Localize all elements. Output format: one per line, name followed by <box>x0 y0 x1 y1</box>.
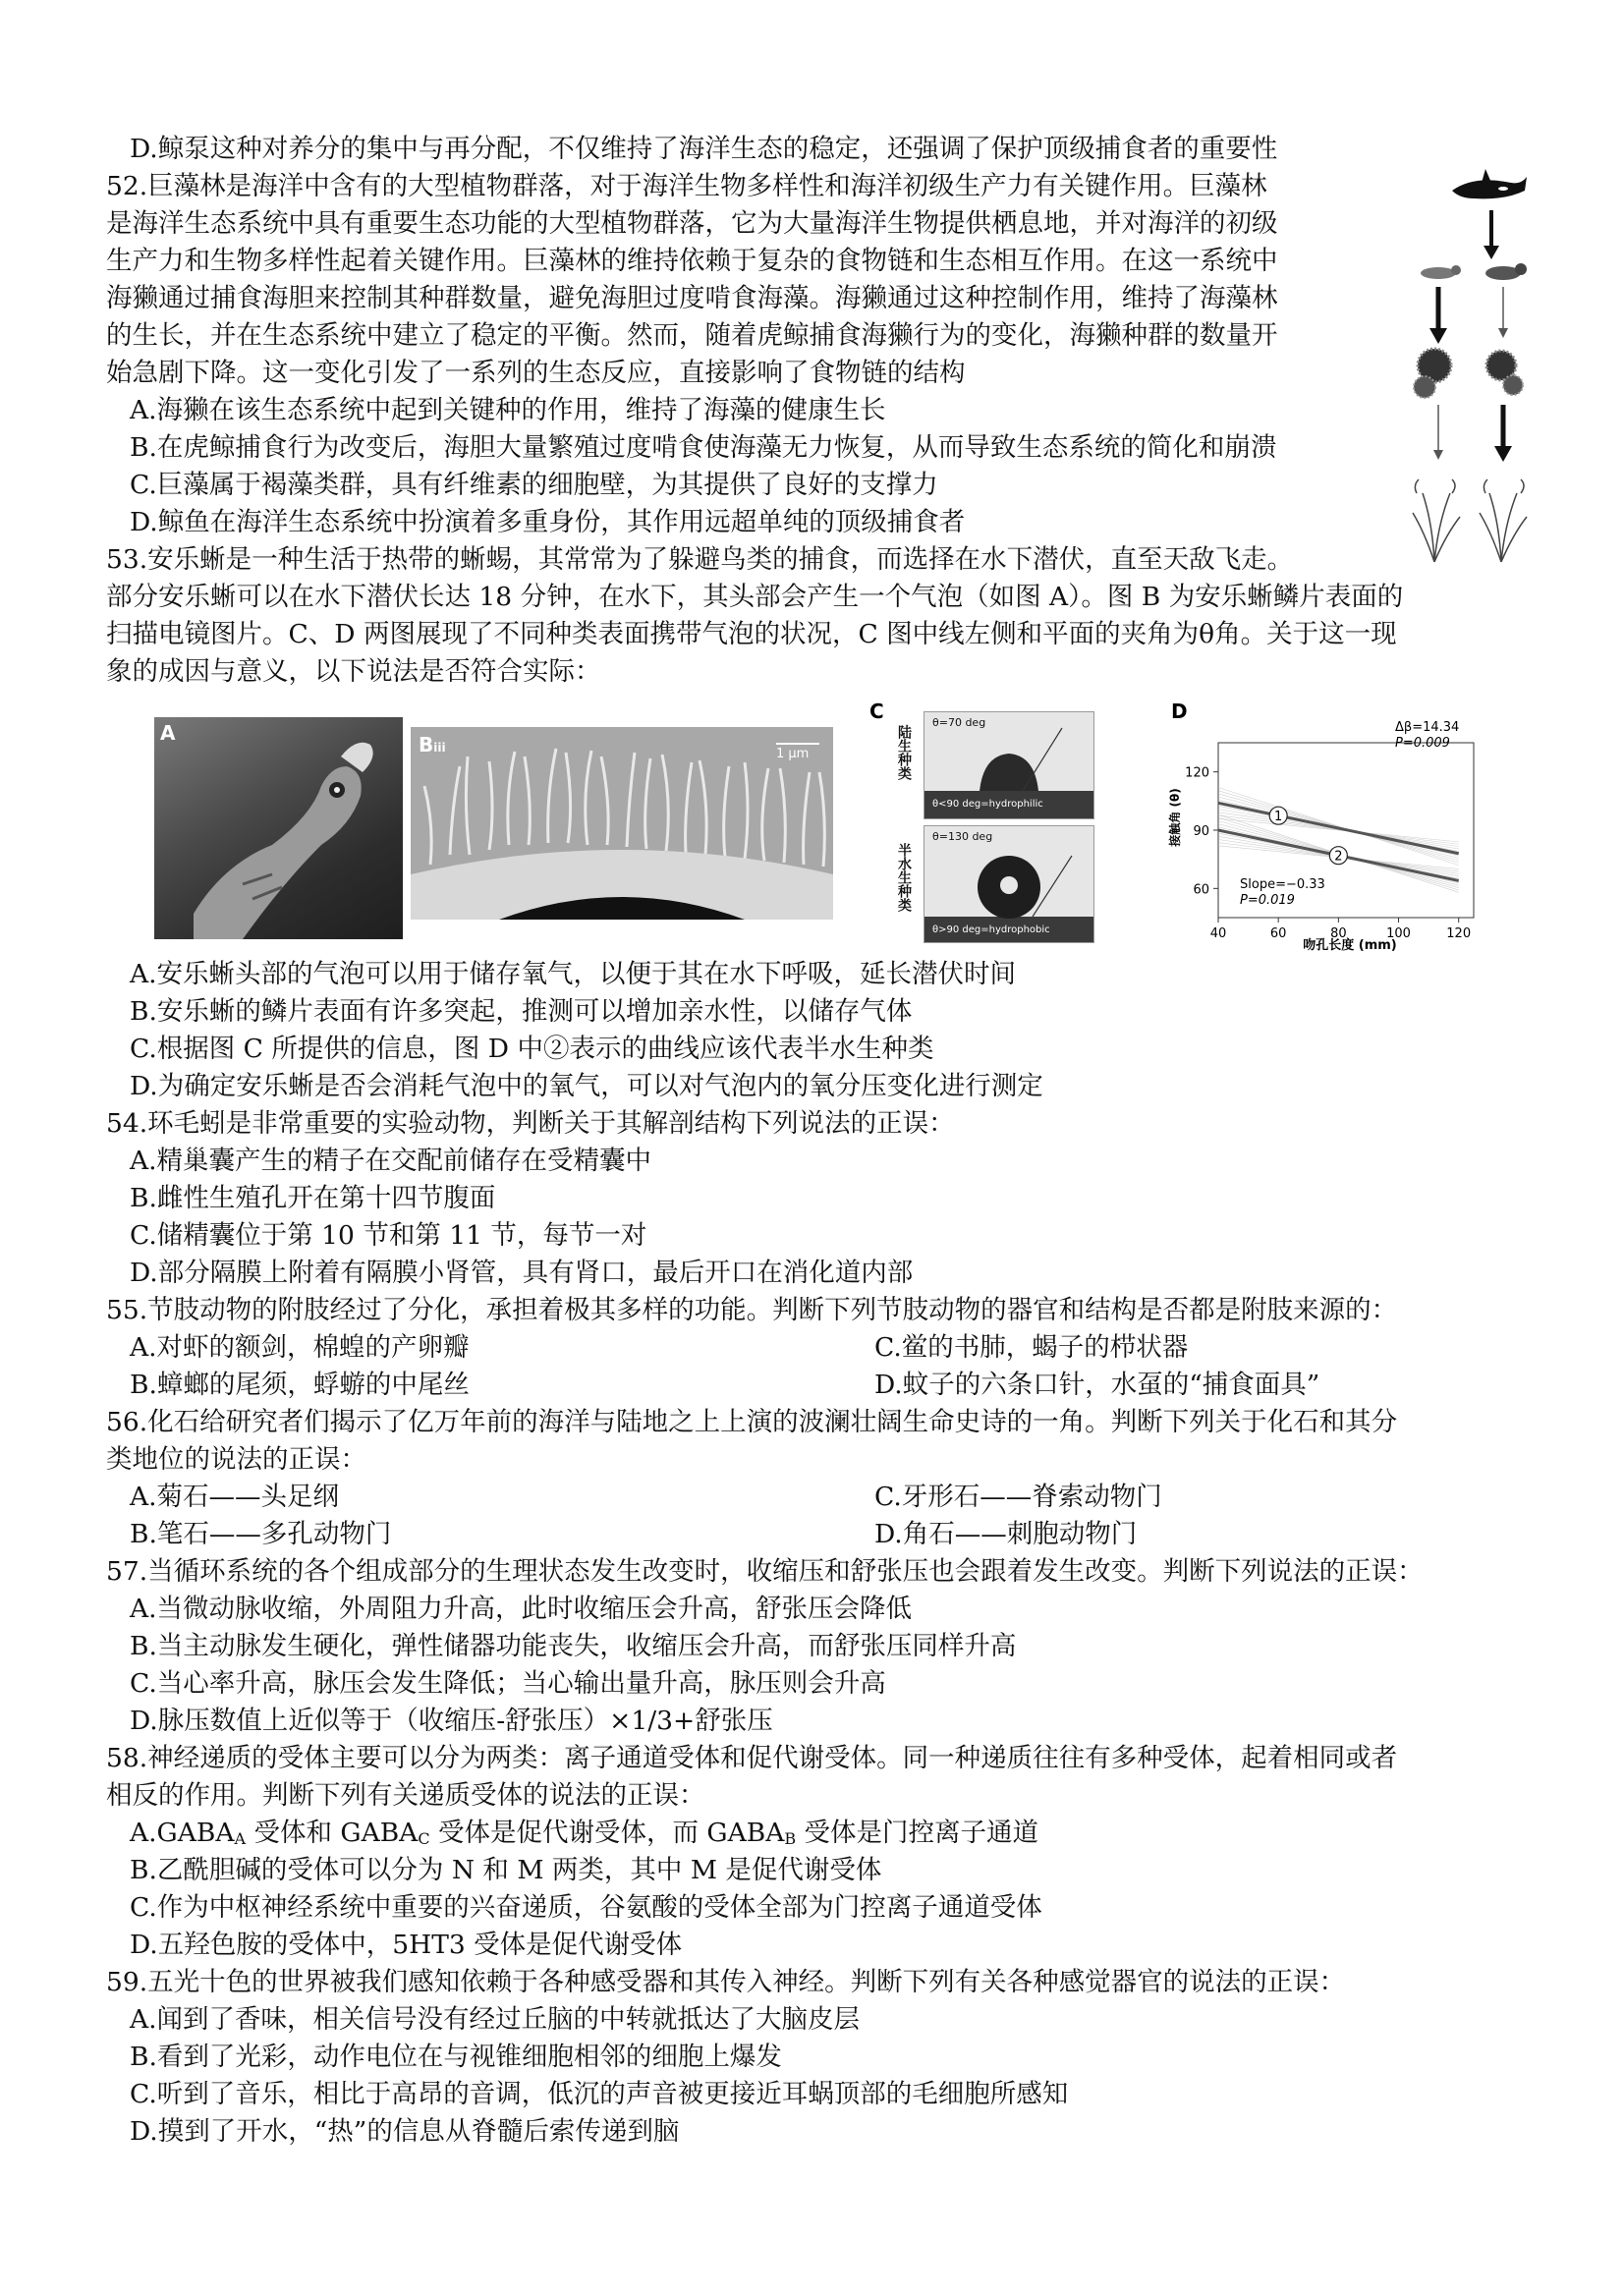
q57-option-d: D.脉压数值上近似等于（收缩压-舒张压）×1/3+舒张压 <box>130 1706 773 1736</box>
q53-option-d: D.为确定安乐蜥是否会消耗气泡中的氧气，可以对气泡内的氧分压变化进行测定 <box>130 1071 1043 1101</box>
q52-option-d: D.鲸鱼在海洋生态系统中扮演着多重身份，其作用远超单纯的顶级捕食者 <box>130 507 966 537</box>
x-tick-label: 120 <box>1446 926 1472 941</box>
chart-y-axis-label: 接触角 (θ) <box>1168 788 1182 847</box>
figure-d-chart <box>1157 700 1491 957</box>
series-label-2: 2 <box>1334 849 1343 865</box>
figure-b-label: Biii <box>419 733 446 756</box>
q52-option-a: A.海獭在该生态系统中起到关键种的作用，维持了海藻的健康生长 <box>130 395 886 425</box>
q54-stem: 54.环毛蚓是非常重要的实验动物，判断关于其解剖结构下列说法的正误： <box>106 1108 955 1139</box>
q57-stem: 57.当循环系统的各个组成部分的生理状态发生改变时，收缩压和舒张压也会跟着发生改变。判断下列说法的正误： <box>106 1556 1424 1587</box>
figure-a-anole-photo <box>154 717 403 939</box>
q52-option-c: C.巨藻属于褐藻类群，具有纤维素的细胞壁，为其提供了良好的支撑力 <box>130 470 938 500</box>
chart-annotation: Slope=−0.33 <box>1240 877 1325 892</box>
q52-stem-line: 始急剧下降。这一变化引发了一系列的生态反应，直接影响了食物链的结构 <box>106 358 966 388</box>
q52-stem-line: 海獭通过捕食海胆来控制其种群数量，避免海胆过度啃食海藻。海獭通过这种控制作用，维持了海藻林 <box>106 283 1278 313</box>
q56-option-c: C.牙形石——脊索动物门 <box>874 1482 1162 1512</box>
x-tick-label: 80 <box>1330 926 1347 941</box>
q53-stem-line: 部分安乐蜥可以在水下潜伏长达 18 分钟，在水下，其头部会产生一个气泡（如图 A）。图 B 为安乐蜥鳞片表面的 <box>106 582 1404 612</box>
q55-option-a: A.对虾的额剑，棉蝗的产卵瓣 <box>130 1332 470 1363</box>
q55-option-b: B.蟑螂的尾须，蜉蝣的中尾丝 <box>130 1370 470 1400</box>
q53-stem-line: 象的成因与意义，以下说法是否符合实际： <box>106 656 601 687</box>
figure-c-bottom-side-label: 半水生种类 <box>896 843 912 912</box>
q56-stem-line: 56.化石给研究者们揭示了亿万年前的海洋与陆地之上上演的波澜壮阔生命史诗的一角。判断下列关于化石和其分 <box>106 1407 1398 1437</box>
q58-option-a: $A.GABA_A$ 受体和 $GABA_C$ 受体是促代谢受体，而 $GABA_B$ 受体是门控离子通道 <box>130 1818 1039 1848</box>
q58-option-c: C.作为中枢神经系统中重要的兴奋递质，谷氨酸的受体全部为门控离子通道受体 <box>130 1892 1042 1923</box>
q58-option-d: D.五羟色胺的受体中，5HT3 受体是促代谢受体 <box>130 1930 683 1960</box>
q53-option-c: C.根据图 C 所提供的信息，图 D 中②表示的曲线应该代表半水生种类 <box>130 1034 934 1064</box>
q59-option-d: D.摸到了开水，“热”的信息从脊髓后索传递到脑 <box>130 2116 680 2147</box>
q57-option-c: C.当心率升高，脉压会发生降低；当心输出量升高，脉压则会升高 <box>130 1668 886 1699</box>
sea-urchin-icon <box>1414 349 1523 398</box>
figure-c-top-angle: θ=70 deg <box>932 716 986 729</box>
figure-b-sem-image <box>411 727 833 920</box>
scale-bar-line <box>776 743 819 745</box>
q55-option-c: C.鲎的书肺，蝎子的栉状器 <box>874 1332 1189 1363</box>
x-tick-label: 40 <box>1209 926 1227 941</box>
q56-option-d: D.角石——刺胞动物门 <box>874 1519 1138 1549</box>
arrow-down-icon <box>1484 210 1499 259</box>
figure-c-bottom-panel <box>924 825 1094 943</box>
figure-c-bottom-note: θ>90 deg=hydrophobic <box>932 924 1050 935</box>
arrow-down-icon <box>1433 405 1512 462</box>
series-label-1: 1 <box>1274 810 1283 825</box>
figure-b-scale-bar: 1 μm <box>776 747 810 761</box>
q56-option-a: A.菊石——头足纲 <box>130 1482 340 1512</box>
q58-option-b: B.乙酰胆碱的受体可以分为 N 和 M 两类，其中 M 是促代谢受体 <box>130 1855 882 1885</box>
q53-stem-line: 扫描电镜图片。C、D 两图展现了不同种类表面携带气泡的状况，C 图中线左侧和平面的夹角为θ角。关于这一现 <box>106 619 1397 649</box>
chart-annotation: Δβ=14.34 <box>1395 720 1460 735</box>
sea-otter-icon <box>1421 263 1527 280</box>
figure-c-label: C <box>869 700 884 723</box>
y-tick-label: 60 <box>1193 882 1209 898</box>
q52-stem-line: 生产力和生物多样性起着关键作用。巨藻林的维持依赖于复杂的食物链和生态相互作用。在这一系统中 <box>106 246 1278 276</box>
q53-stem-line: 53.安乐蜥是一种生活于热带的蜥蜴，其常常为了躲避鸟类的捕食，而选择在水下潜伏，直至天敌飞走。 <box>106 544 1294 575</box>
figure-a-label: A <box>160 721 176 745</box>
q59-option-a: A.闻到了香味，相关信号没有经过丘脑的中转就抵达了大脑皮层 <box>130 2004 861 2035</box>
q56-option-b: B.笔石——多孔动物门 <box>130 1519 392 1549</box>
chart-annotation: P=0.009 <box>1395 736 1450 751</box>
orca-icon <box>1452 169 1527 198</box>
x-tick-label: 100 <box>1386 926 1411 941</box>
q55-option-d: D.蚊子的六条口针，水虿的“捕食面具” <box>874 1370 1320 1400</box>
q51-option-d: D.鲸泵这种对养分的集中与再分配，不仅维持了海洋生态的稳定，还强调了保护顶级捕食者的重要性 <box>130 134 1278 164</box>
q59-option-b: B.看到了光彩，动作电位在与视锥细胞相邻的细胞上爆发 <box>130 2042 782 2072</box>
y-tick-label: 90 <box>1193 824 1209 839</box>
q59-option-c: C.听到了音乐，相比于高昂的音调，低沉的声音被更接近耳蜗顶部的毛细胞所感知 <box>130 2079 1069 2109</box>
q57-option-b: B.当主动脉发生硬化，弹性储器功能丧失，收缩压会升高，而舒张压同样升高 <box>130 1631 1017 1661</box>
q56-stem-line: 类地位的说法的正误： <box>106 1444 366 1475</box>
x-tick-label: 60 <box>1269 926 1287 941</box>
figure-c-bottom-angle: θ=130 deg <box>932 830 993 843</box>
q58-stem-line: 相反的作用。判断下列有关递质受体的说法的正误： <box>106 1780 705 1811</box>
q54-option-d: D.部分隔膜上附着有隔膜小肾管，具有肾口，最后开口在消化道内部 <box>130 1258 914 1288</box>
q58-stem-line: 58.神经递质的受体主要可以分为两类：离子通道受体和促代谢受体。同一种递质往往有多种受体，起着相同或者 <box>106 1743 1398 1773</box>
figure-c-top-side-label: 陆生种类 <box>896 725 912 780</box>
chart-annotation: P=0.019 <box>1240 893 1295 908</box>
y-tick-label: 120 <box>1185 765 1209 781</box>
q52-stem-line: 52.巨藻林是海洋中含有的大型植物群落，对于海洋生物多样性和海洋初级生产力有关键作用。巨藻林 <box>106 171 1267 201</box>
q57-option-a: A.当微动脉收缩，外周阻力升高，此时收缩压会升高，舒张压会降低 <box>130 1594 913 1624</box>
q54-option-c: C.储精囊位于第 10 节和第 11 节，每节一对 <box>130 1220 647 1251</box>
chart-x-axis-label: 吻孔长度 (mm) <box>1303 938 1397 953</box>
q52-stem-line: 是海洋生态系统中具有重要生态功能的大型植物群落，它为大量海洋生物提供栖息地，并对海洋的初级 <box>106 208 1278 239</box>
figure-d-label: D <box>1171 700 1188 723</box>
q52-stem-line: 的生长，并在生态系统中建立了稳定的平衡。然而，随着虎鲸捕食海獭行为的变化，海獭种群的数量开 <box>106 320 1278 351</box>
q53-option-b: B.安乐蜥的鳞片表面有许多突起，推测可以增加亲水性，以储存气体 <box>130 996 913 1027</box>
figure-c-top-note: θ<90 deg=hydrophilic <box>932 799 1043 810</box>
figure-c-top-panel <box>924 711 1094 819</box>
q54-option-b: B.雌性生殖孔开在第十四节腹面 <box>130 1183 496 1213</box>
food-chain-illustration <box>1395 169 1542 572</box>
arrow-down-icon <box>1429 287 1508 344</box>
q52-option-b: B.在虎鲸捕食行为改变后，海胆大量繁殖过度啃食使海藻无力恢复，从而导致生态系统的简化和崩溃 <box>130 432 1277 463</box>
q53-option-a: A.安乐蜥头部的气泡可以用于储存氧气，以便于其在水下呼吸，延长潜伏时间 <box>130 959 1017 989</box>
q54-option-a: A.精巢囊产生的精子在交配前储存在受精囊中 <box>130 1146 652 1176</box>
q59-stem: 59.五光十色的世界被我们感知依赖于各种感受器和其传入神经。判断下列有关各种感觉器官的说法的正误： <box>106 1967 1346 1997</box>
q55-stem: 55.节肢动物的附肢经过了分化，承担着极其多样的功能。判断下列节肢动物的器官和结构是否都是附肢来源的： <box>106 1295 1398 1325</box>
